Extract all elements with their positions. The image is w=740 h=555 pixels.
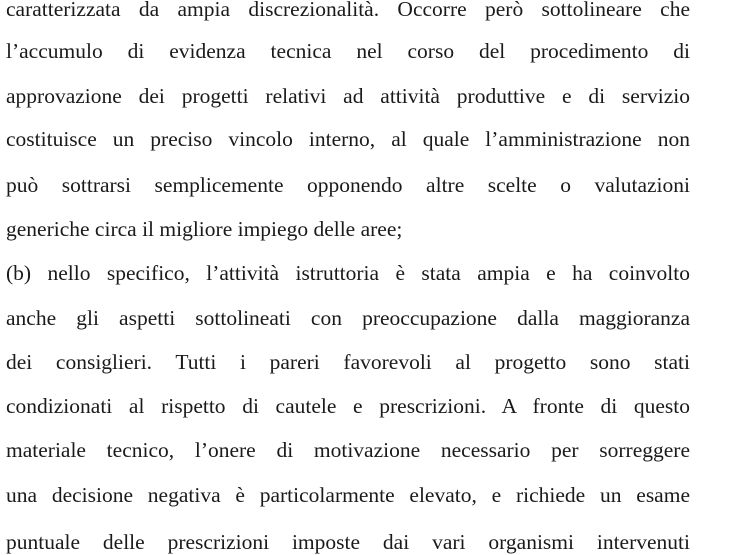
text-line: dei consiglieri. Tutti i pareri favorevoli al progetto sono stati	[6, 350, 690, 374]
text-line: (b) nello specifico, l’attività istruttoria è stata ampia e ha coinvolto	[6, 261, 690, 285]
text-line: condizionati al rispetto di cautele e prescrizioni. A fronte di questo	[6, 394, 690, 418]
text-line: l’accumulo di evidenza tecnica nel corso del procedimento di	[6, 39, 690, 63]
text-line: generiche circa il migliore impiego delle aree;	[6, 217, 403, 241]
text-line: puntuale delle prescrizioni imposte dai vari organismi intervenuti	[6, 530, 690, 554]
text-line: costituisce un preciso vincolo interno, al quale l’amministrazione non	[6, 127, 690, 151]
text-line: approvazione dei progetti relativi ad attività produttive e di servizio	[6, 84, 690, 108]
text-line: una decisione negativa è particolarmente elevato, e richiede un esame	[6, 483, 690, 507]
text-line: materiale tecnico, l’onere di motivazione necessario per sorreggere	[6, 438, 690, 462]
text-line: caratterizzata da ampia discrezionalità. Occorre però sottolineare che	[6, 0, 690, 21]
text-line: anche gli aspetti sottolineati con preoccupazione dalla maggioranza	[6, 306, 690, 330]
text-line: può sottrarsi semplicemente opponendo altre scelte o valutazioni	[6, 173, 690, 197]
